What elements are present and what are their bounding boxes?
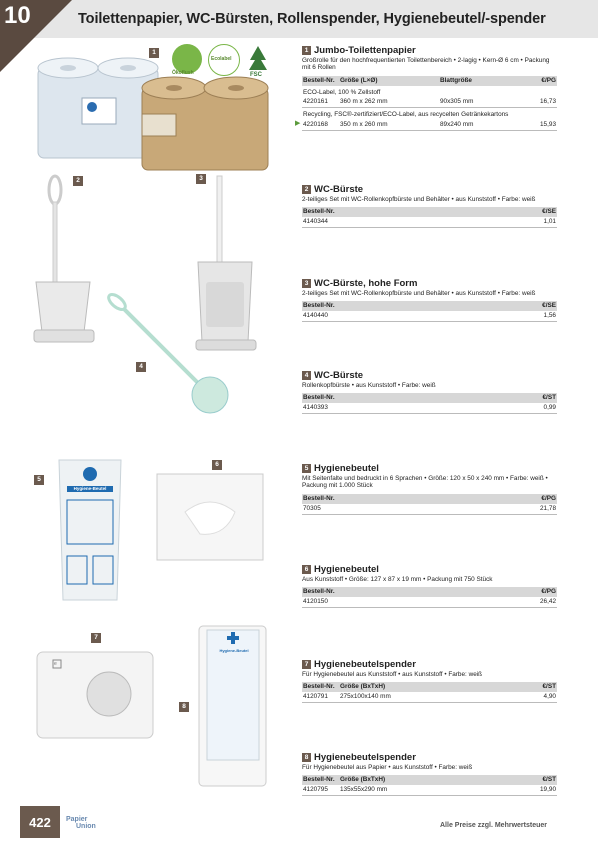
table-row [302, 597, 557, 608]
product-description: Aus Kunststoff • Größe: 127 x 87 x 19 mm • Packung mit 750 Stück [302, 576, 493, 583]
product-number: 4 [302, 371, 311, 380]
col-price: €/PG [541, 494, 556, 502]
product-name: Hygienebeutelspender [314, 752, 416, 763]
price: 0,99 [543, 404, 556, 412]
product-name: Hygienebeutel [314, 564, 379, 575]
table-row [302, 785, 557, 796]
image-label-3: 3 [196, 174, 206, 184]
publisher-logo [66, 816, 96, 830]
bag-text: Hygiene-Beutel [73, 486, 107, 491]
table-row [302, 692, 557, 703]
image-label-7: 7 [91, 633, 101, 643]
image-label-6: 6 [212, 460, 222, 470]
col-sheet-size: Blattgröße [440, 76, 472, 84]
product-name: WC-Bürste, hohe Form [314, 278, 418, 289]
size: 360 m x 262 mm [340, 98, 388, 106]
table-header [302, 76, 557, 86]
order-nr: 4120150 [303, 598, 328, 606]
product-name: WC-Bürste [314, 370, 364, 381]
price: 1,56 [543, 312, 556, 320]
product-number: 5 [302, 464, 311, 473]
dispenser-logo: e [54, 661, 57, 667]
product-description: Mit Seitenfalte und bedruckt in 6 Sprachen • Größe: 120 x 50 x 240 mm • Farbe: weiß • Packung mit 1.000 Stück [302, 475, 548, 490]
product-4 [302, 371, 557, 414]
table-header [302, 494, 557, 504]
order-nr: 4140393 [303, 404, 328, 412]
size: 350 m x 260 mm [340, 120, 388, 128]
col-order-nr: Bestell-Nr. [303, 394, 335, 402]
table-row [302, 311, 557, 322]
col-order-nr: Bestell-Nr. [303, 302, 335, 310]
sheet-size: 90x305 mm [440, 98, 474, 106]
order-nr: 4140440 [303, 312, 328, 320]
product-2 [302, 185, 557, 228]
image-label-1: 1 [149, 48, 159, 58]
col-price: €/PG [541, 588, 556, 596]
new-marker-icon: ▶ [295, 119, 301, 127]
oekoflush-label: Ökoflush [172, 70, 194, 76]
price-note: Alle Preise zzgl. Mehrwertsteuer [440, 822, 547, 829]
table-row [302, 97, 557, 108]
col-order-nr: Bestell-Nr. [303, 208, 335, 216]
col-size: Größe (BxTxH) [340, 776, 386, 784]
product-1 [295, 45, 557, 131]
product-number: 2 [302, 185, 311, 194]
col-order-nr: Bestell-Nr. [303, 588, 335, 596]
price: 19,90 [540, 786, 556, 794]
product-description: Für Hygienebeutel aus Papier • aus Kunststoff • Farbe: weiß [302, 764, 473, 771]
product-name: WC-Bürste [314, 184, 364, 195]
table-header [302, 587, 557, 597]
product-3 [302, 279, 557, 322]
page-number: 422 [20, 806, 60, 838]
col-price: €/ST [542, 776, 556, 784]
order-nr: 4120791 [303, 693, 328, 701]
product-5 [302, 464, 557, 515]
product-description: Großrolle für den hochfrequentierten Toilettenbereich • 2-lagig • Kern-Ø 6 cm • Packung mit 6 Rollen [302, 57, 550, 72]
table-row [302, 504, 557, 515]
col-size: Größe (L×Ø) [340, 76, 378, 84]
col-order-nr: Bestell-Nr. [303, 683, 335, 691]
table-header [302, 393, 557, 403]
product-description: 2-teiliges Set mit WC-Rollenkopfbürste und Behälter • aus Kunststoff • Farbe: weiß [302, 196, 536, 203]
logo-top: Papier [66, 816, 88, 823]
col-size: Größe (BxTxH) [340, 683, 386, 691]
product-description: Für Hygienebeutel aus Kunststoff • aus Kunststoff • Farbe: weiß [302, 671, 483, 678]
order-nr: 4120795 [303, 786, 328, 794]
page-title: Toilettenpapier, WC-Bürsten, Rollenspender, Hygienebeutel/-spender [78, 11, 546, 27]
order-nr: 70305 [303, 504, 321, 512]
image-label-2: 2 [73, 176, 83, 186]
table-row [302, 217, 557, 228]
price: 26,42 [540, 598, 556, 606]
product-number: 8 [302, 753, 311, 762]
size: 275x100x140 mm [340, 693, 391, 701]
price: 4,90 [543, 693, 556, 701]
product-description: Rollenkopfbürste • aus Kunststoff • Farbe: weiß [302, 382, 436, 389]
price: 1,01 [543, 218, 556, 226]
price: 16,73 [540, 98, 556, 106]
product-6 [302, 565, 557, 608]
subgroup-title: ECO-Label, 100 % Zellstoff [303, 88, 381, 96]
col-order-nr: Bestell-Nr. [303, 776, 335, 784]
product-8 [302, 753, 557, 796]
col-price: €/ST [542, 683, 556, 691]
table-header [302, 775, 557, 785]
dispenser-bag-text: Hygiene-Beutel [219, 648, 249, 653]
subgroup-title: Recycling, FSC®-zertifiziert/ECO-Label, aus recycelten Getränkekartons [303, 111, 509, 119]
image-label-4: 4 [136, 362, 146, 372]
col-price: €/ST [542, 394, 556, 402]
product-name: Jumbo-Toilettenpapier [314, 45, 416, 56]
table-row [295, 119, 557, 131]
table-header [302, 682, 557, 692]
order-nr: 4140344 [303, 218, 328, 226]
product-number: 3 [302, 279, 311, 288]
wc-brush-set-image [30, 172, 100, 352]
product-name: Hygienebeutelspender [314, 659, 416, 670]
col-price: €/PG [541, 76, 556, 84]
product-number: 6 [302, 565, 311, 574]
ecolabel-label: Ecolabel [211, 56, 232, 62]
fsc-label: FSC [250, 72, 262, 78]
sheet-size: 89x240 mm [440, 120, 474, 128]
col-order-nr: Bestell-Nr. [303, 494, 335, 502]
image-label-5: 5 [34, 475, 44, 485]
size: 135x55x290 mm [340, 786, 388, 794]
bag-dispenser-small-image [35, 650, 155, 740]
roller-brush-image [105, 290, 245, 420]
price: 21,78 [540, 504, 556, 512]
order-nr: 4220168 [303, 120, 328, 128]
chapter-number: 10 [4, 2, 31, 29]
hygiene-bag-plastic-image [155, 472, 265, 562]
product-7 [302, 660, 557, 703]
hygiene-bag-paper-image [55, 456, 125, 604]
table-row [302, 403, 557, 414]
product-number: 7 [302, 660, 311, 669]
price: 15,93 [540, 120, 556, 128]
product-number: 1 [302, 46, 311, 55]
col-price: €/SE [542, 208, 556, 216]
logo-bottom: Union [76, 823, 96, 830]
table-header [302, 207, 557, 217]
table-header [302, 301, 557, 311]
product-name: Hygienebeutel [314, 463, 379, 474]
product-description: 2-teiliges Set mit WC-Rollenkopfbürste und Behälter • aus Kunststoff • Farbe: weiß [302, 290, 536, 297]
col-order-nr: Bestell-Nr. [303, 76, 335, 84]
order-nr: 4220161 [303, 98, 328, 106]
image-label-8: 8 [179, 702, 189, 712]
col-price: €/SE [542, 302, 556, 310]
